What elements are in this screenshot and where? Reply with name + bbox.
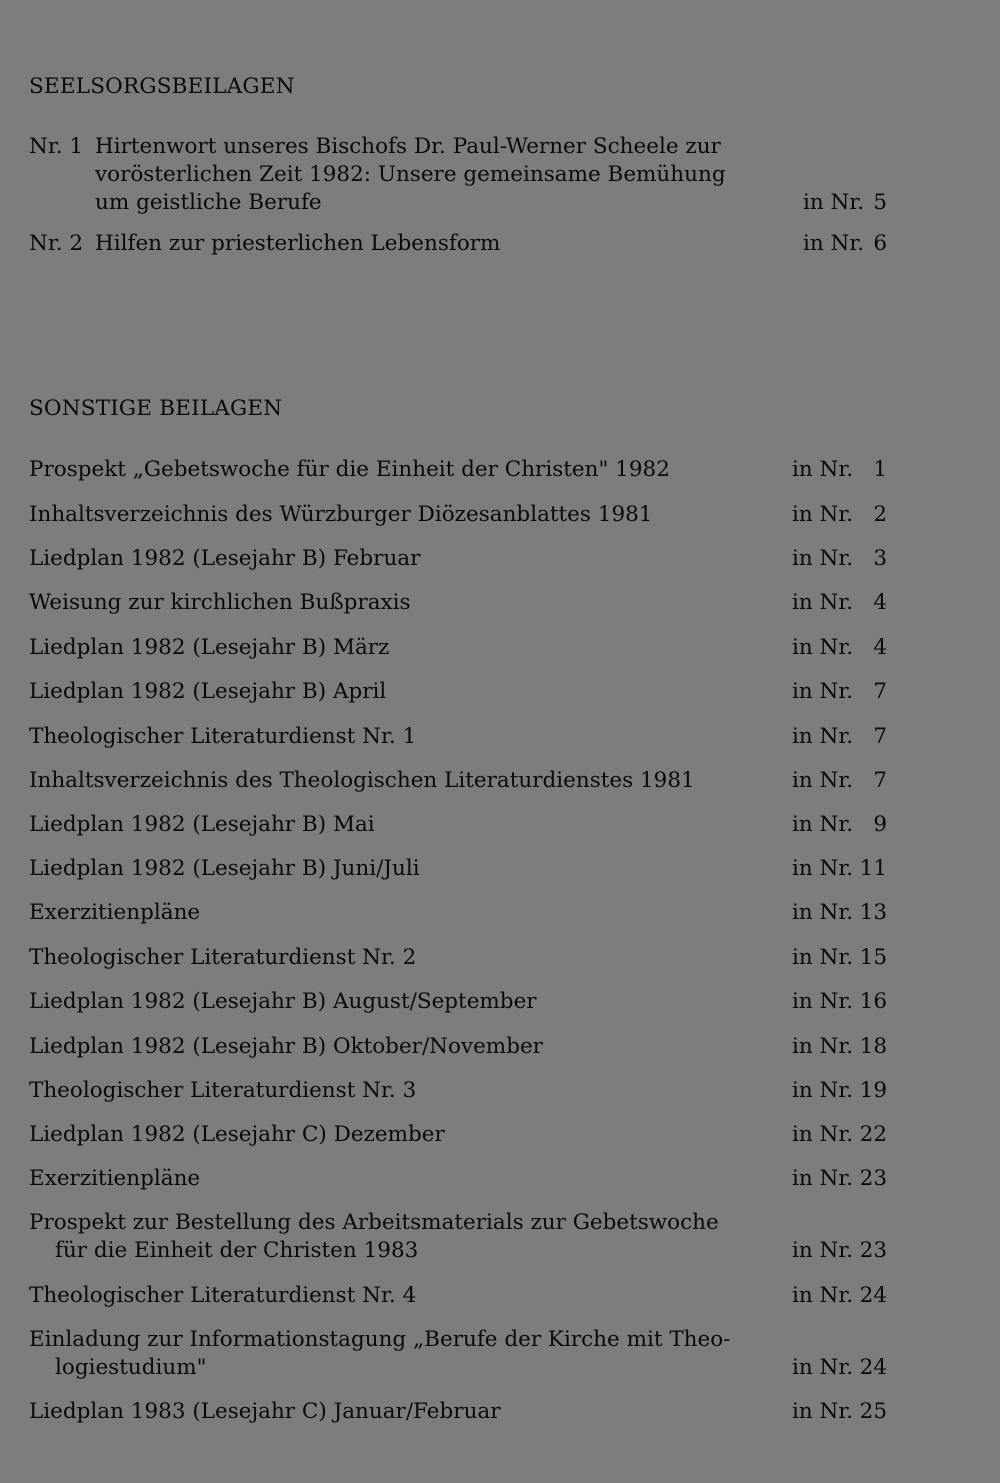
list-item-text: Weisung zur kirchlichen Bußpraxis (29, 590, 411, 615)
entry-text-line (29, 134, 789, 159)
list-item-text: Theologischer Literaturdienst Nr. 1 (29, 724, 417, 749)
list-item-text: Exerzitienpläne (29, 900, 201, 925)
reference-number: 22 (859, 1122, 887, 1147)
reference-number: 3 (873, 546, 887, 571)
list-item-text: Theologischer Literaturdienst Nr. 2 (29, 945, 417, 970)
reference-prefix: in Nr. (792, 590, 854, 615)
list-item-reference (792, 1034, 887, 1059)
reference-number: 15 (859, 945, 887, 970)
list-item-text: Liedplan 1982 (Lesejahr B) Oktober/November (29, 1034, 543, 1059)
reference-number: 11 (859, 856, 887, 881)
list-item-reference (792, 945, 887, 970)
reference-number: 23 (859, 1238, 887, 1263)
list-item-text: Liedplan 1982 (Lesejahr B) Juni/Juli (29, 856, 420, 881)
reference-prefix: in Nr. (792, 1399, 854, 1424)
list-item-text: Liedplan 1983 (Lesejahr C) Januar/Februar (29, 1399, 501, 1424)
reference-number: 24 (859, 1283, 887, 1308)
entry-title: Hirtenwort unseres Bischofs Dr. Paul-Werner Scheele zur (95, 134, 721, 159)
section-heading-sonstige-beilagen: SONSTIGE BEILAGEN (29, 396, 283, 421)
reference-prefix: in Nr. (792, 502, 854, 527)
list-item-reference (792, 1355, 887, 1380)
reference-number: 2 (873, 502, 887, 527)
section-heading-seelsorgsbeilagen: SEELSORGSBEILAGEN (29, 74, 295, 99)
list-item-reference (792, 1238, 887, 1263)
list-item-reference (792, 1283, 887, 1308)
reference-prefix: in Nr. (792, 856, 854, 881)
reference-number: 5 (873, 190, 887, 215)
entry-text-continuation: vorösterlichen Zeit 1982: Unsere gemeinsame Bemühung (95, 162, 726, 187)
reference-prefix: in Nr. (803, 190, 865, 215)
reference-prefix: in Nr. (792, 945, 854, 970)
reference-number: 4 (873, 635, 887, 660)
reference-number: 4 (873, 590, 887, 615)
list-item-reference (792, 1166, 887, 1191)
list-item-text: Theologischer Literaturdienst Nr. 4 (29, 1283, 417, 1308)
list-item-reference (792, 1122, 887, 1147)
list-item-text: Liedplan 1982 (Lesejahr B) August/September (29, 989, 537, 1014)
reference-prefix: in Nr. (792, 635, 854, 660)
list-item-text: Liedplan 1982 (Lesejahr B) Februar (29, 546, 421, 571)
entry-number: Nr. 1 (29, 134, 84, 159)
list-item-text-continuation: logiestudium" (55, 1355, 207, 1380)
entry-reference (803, 190, 887, 215)
list-item-reference (792, 989, 887, 1014)
list-item-reference (792, 457, 887, 482)
reference-prefix: in Nr. (792, 1283, 854, 1308)
list-item-text: Einladung zur Informationstagung „Berufe der Kirche mit Theo- (29, 1327, 731, 1352)
reference-number: 7 (873, 768, 887, 793)
list-item-text: Liedplan 1982 (Lesejahr B) März (29, 635, 390, 660)
reference-prefix: in Nr. (792, 768, 854, 793)
reference-number: 9 (873, 812, 887, 837)
list-item-reference (792, 1399, 887, 1424)
list-item-reference (792, 900, 887, 925)
list-item-text: Theologischer Literaturdienst Nr. 3 (29, 1078, 417, 1103)
reference-prefix: in Nr. (792, 989, 854, 1014)
reference-number: 1 (873, 457, 887, 482)
entry-title: Hilfen zur priesterlichen Lebensform (95, 231, 501, 256)
list-item-text: Inhaltsverzeichnis des Würzburger Diözesanblattes 1981 (29, 502, 653, 527)
list-item-text: Liedplan 1982 (Lesejahr B) Mai (29, 812, 375, 837)
list-item-text-continuation: für die Einheit der Christen 1983 (55, 1238, 419, 1263)
reference-prefix: in Nr. (792, 679, 854, 704)
list-item-reference (792, 546, 887, 571)
list-item-text: Exerzitienpläne (29, 1166, 201, 1191)
entry-number: Nr. 2 (29, 231, 84, 256)
list-item-text: Inhaltsverzeichnis des Theologischen Literaturdienstes 1981 (29, 768, 695, 793)
list-item-reference (792, 812, 887, 837)
reference-number: 7 (873, 679, 887, 704)
reference-number: 19 (859, 1078, 887, 1103)
list-item-text: Liedplan 1982 (Lesejahr B) April (29, 679, 387, 704)
reference-prefix: in Nr. (792, 1355, 854, 1380)
reference-prefix: in Nr. (792, 1166, 854, 1191)
list-item-reference (792, 1078, 887, 1103)
reference-number: 18 (859, 1034, 887, 1059)
list-item-reference (792, 724, 887, 749)
reference-prefix: in Nr. (792, 1034, 854, 1059)
list-item-reference (792, 679, 887, 704)
reference-number: 25 (859, 1399, 887, 1424)
list-item-reference (792, 590, 887, 615)
reference-prefix: in Nr. (792, 546, 854, 571)
reference-number: 7 (873, 724, 887, 749)
reference-number: 6 (873, 231, 887, 256)
list-item-text: Liedplan 1982 (Lesejahr C) Dezember (29, 1122, 445, 1147)
list-item-text: Prospekt „Gebetswoche für die Einheit der Christen" 1982 (29, 457, 670, 482)
list-item-reference (792, 502, 887, 527)
list-item-text: Prospekt zur Bestellung des Arbeitsmaterials zur Gebetswoche (29, 1210, 719, 1235)
entry-reference (803, 231, 887, 256)
reference-number: 24 (859, 1355, 887, 1380)
reference-prefix: in Nr. (792, 724, 854, 749)
reference-number: 23 (859, 1166, 887, 1191)
reference-prefix: in Nr. (803, 231, 865, 256)
reference-prefix: in Nr. (792, 1078, 854, 1103)
entry-text-line (29, 231, 789, 256)
entry-text-continuation: um geistliche Berufe (95, 190, 322, 215)
list-item-reference (792, 635, 887, 660)
reference-number: 16 (859, 989, 887, 1014)
reference-number: 13 (859, 900, 887, 925)
reference-prefix: in Nr. (792, 1122, 854, 1147)
reference-prefix: in Nr. (792, 457, 854, 482)
list-item-reference (792, 856, 887, 881)
reference-prefix: in Nr. (792, 1238, 854, 1263)
list-item-reference (792, 768, 887, 793)
reference-prefix: in Nr. (792, 812, 854, 837)
reference-prefix: in Nr. (792, 900, 854, 925)
